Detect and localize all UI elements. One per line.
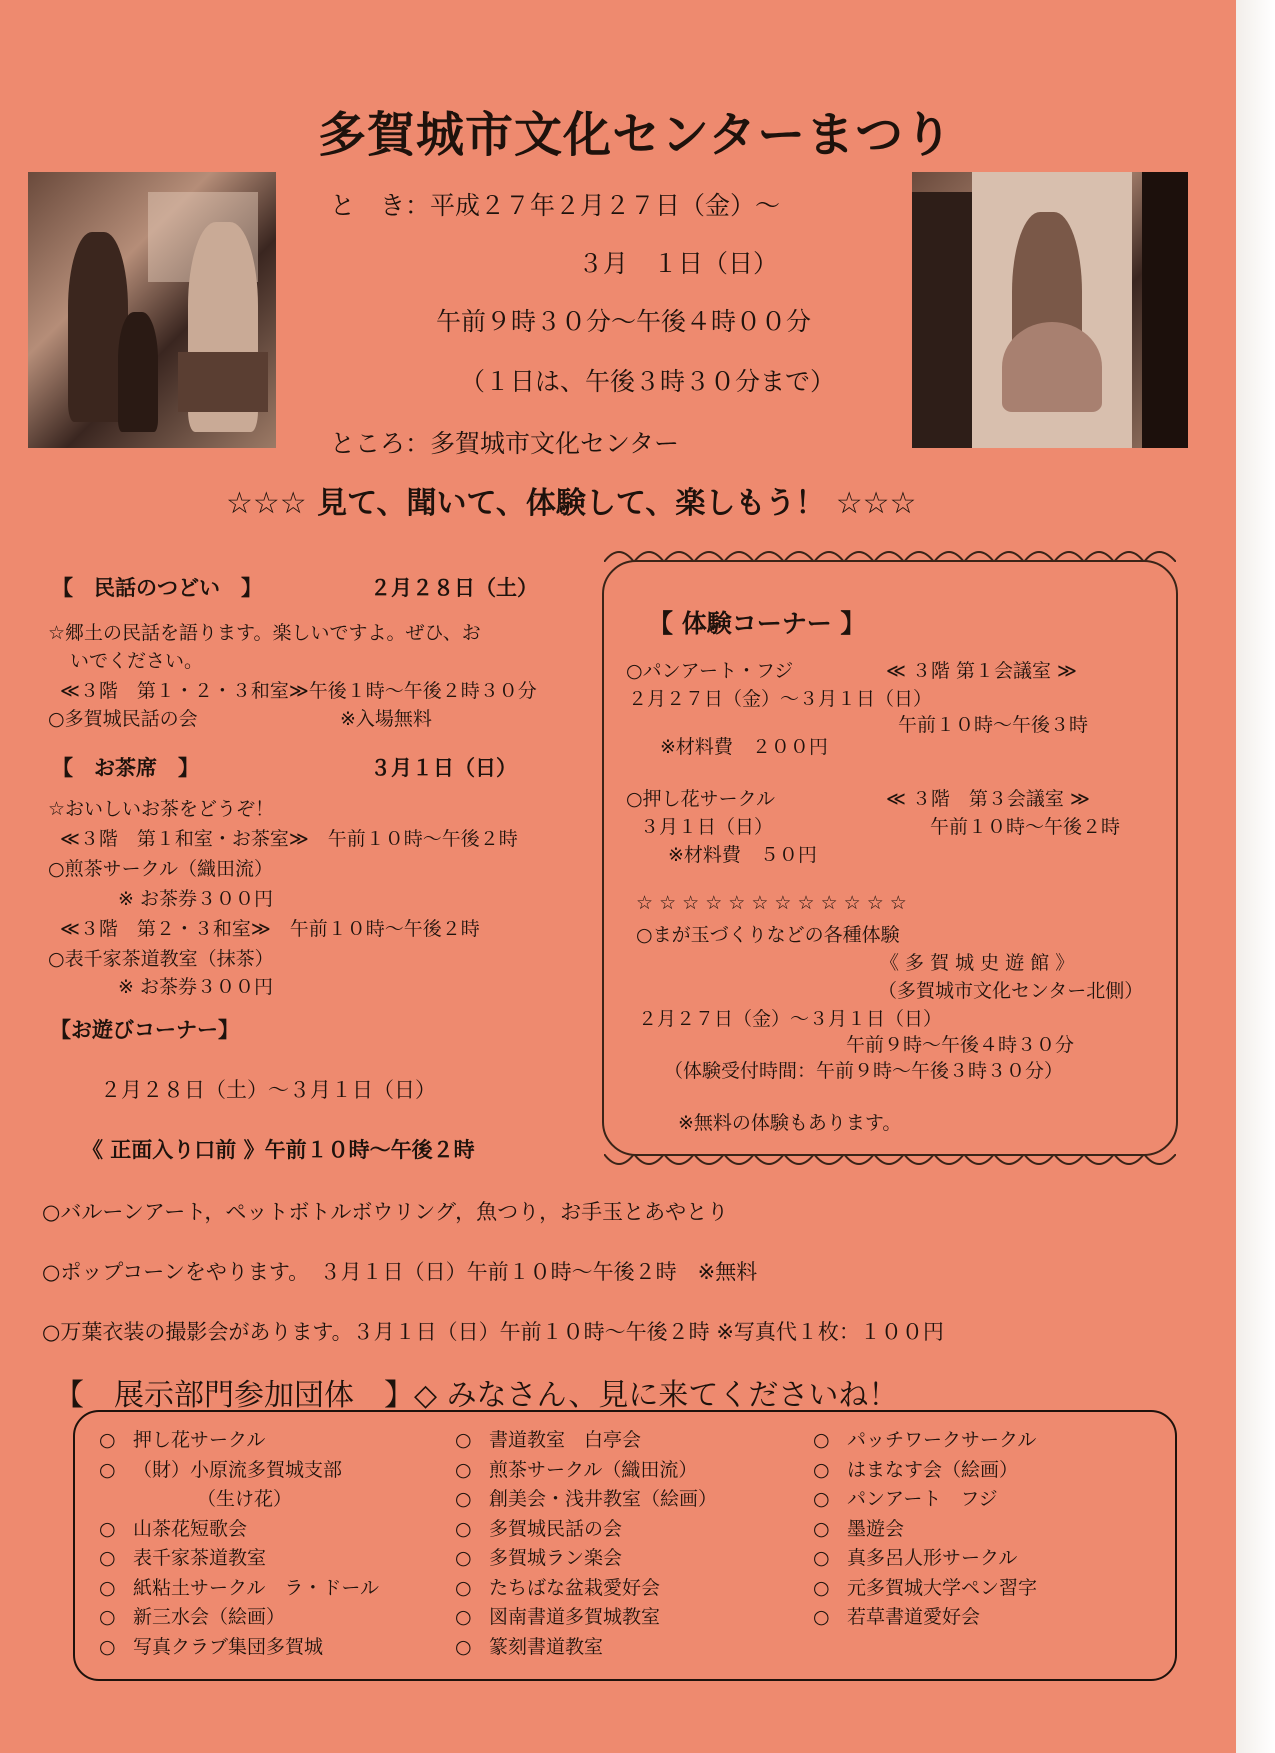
photo-right [912, 172, 1188, 448]
taiken-place-1: ≪ ３階 第１会議室 ≫ [886, 660, 1077, 682]
minwa-fee: ※入場無料 [340, 708, 432, 730]
list-item: ○ 図南書道多賀城教室 [455, 1606, 661, 1628]
taiken-note: ※無料の体験もあります。 [678, 1112, 902, 1134]
taiken-date-3: ２月２７日（金）～３月１日（日） [638, 1008, 943, 1030]
wave-bottom-decoration [604, 1154, 1176, 1168]
list-item: ○ （財）小原流多賀城支部 [99, 1458, 343, 1481]
time-line: 午前９時３０分～午後４時００分 [436, 307, 812, 336]
ochaseki-ticket-2: ※ お茶券３００円 [118, 976, 273, 998]
exhibit-col-3 [813, 1426, 1037, 1633]
time-note: （１日は、午後３時３０分まで） [460, 367, 836, 396]
ochaseki-org-1: ○煎茶サークル（織田流） [48, 858, 274, 880]
list-item-continuation: （生け花） [197, 1488, 293, 1510]
list-item: ○ パンアート フジ [813, 1488, 998, 1510]
taiken-org-1: ○パンアート・フジ [626, 660, 794, 682]
taiken-fee-1: ※材料費 ２００円 [660, 736, 828, 758]
list-item: ○ 墨遊会 [813, 1517, 905, 1540]
list-item: ○ 真多呂人形サークル [813, 1547, 1018, 1569]
list-item: ○ 多賀城ラン楽会 [455, 1547, 623, 1569]
date-line-2: ３月 １日（日） [578, 249, 779, 278]
place-line: ところ：多賀城市文化センター [330, 429, 680, 458]
ochaseki-place-2: ≪３階 第２・３和室≫ 午前１０時～午後２時 [60, 918, 480, 940]
taiken-time-1: 午前１０時～午後３時 [898, 714, 1089, 736]
minwa-date: ２月２８日（土） [370, 576, 538, 600]
minwa-text-2: いでください。 [70, 650, 204, 672]
minwa-text-1: ☆郷土の民話を語ります。楽しいですよ。ぜひ、お [48, 622, 481, 644]
taiken-fee-2: ※材料費 ５０円 [668, 844, 817, 866]
minwa-org: ○多賀城民話の会 [48, 708, 198, 730]
list-item: ○ 若草書道愛好会 [813, 1606, 981, 1628]
slogan: ☆☆☆ 見て、聞いて、体験して、楽しもう！ ☆☆☆ [226, 486, 917, 521]
ochaseki-text: ☆おいしいお茶をどうぞ！ [48, 798, 275, 820]
asobi-date: ２月２８日（土）～３月１日（日） [100, 1078, 436, 1102]
exhibit-col-2 [455, 1426, 717, 1662]
ochaseki-date: ３月１日（日） [370, 756, 517, 780]
ochaseki-org-2: ○表千家茶道教室（抹茶） [48, 948, 274, 970]
minwa-place: ≪３階 第１・２・３和室≫午後１時～午後２時３０分 [60, 680, 537, 702]
list-item: ○ 元多賀城大学ペン習字 [813, 1576, 1038, 1599]
taiken-org-3: ○まが玉づくりなどの各種体験 [636, 924, 900, 946]
exhibit-col-1 [99, 1426, 379, 1662]
extras-line-2: ○ポップコーンをやります。 ３月１日（日）午前１０時～午後２時 ※無料 [42, 1260, 758, 1284]
list-item: ○ 紙粘土サークル ラ・ドール [99, 1576, 380, 1599]
exhibit-heading: 【 展示部門参加団体 】◇ みなさん、見に来てくださいね！ [54, 1378, 899, 1413]
taiken-date-1: ２月２７日（金）～３月１日（日） [628, 688, 933, 710]
list-item: ○ 多賀城民話の会 [455, 1517, 623, 1540]
taiken-date-2: ３月１日（日） [640, 816, 774, 838]
extras-line-3: ○万葉衣装の撮影会があります。３月１日（日）午前１０時～午後２時 ※写真代１枚：１００円 [42, 1320, 944, 1344]
photo-left [28, 172, 276, 448]
minwa-heading: 【 民話のつどい 】 [52, 576, 262, 600]
taiken-heading: 【 体験コーナー 】 [648, 609, 866, 638]
list-item: ○ 新三水会（絵画） [99, 1606, 286, 1628]
taiken-stars: ☆ ☆ ☆ ☆ ☆ ☆ ☆ ☆ ☆ ☆ ☆ ☆ [636, 892, 907, 914]
taiken-time-3: 午前９時～午後４時３０分 [846, 1034, 1075, 1056]
page-title: 多賀城市文化センターまつり [318, 107, 954, 163]
list-item: ○ はまなす会（絵画） [813, 1458, 1019, 1481]
ochaseki-place-1: ≪３階 第１和室・お茶室≫ 午前１０時～午後２時 [60, 828, 518, 850]
taiken-reception-3: （体験受付時間：午前９時～午後３時３０分） [664, 1060, 1064, 1082]
list-item: ○ 創美会・浅井教室（絵画） [455, 1488, 718, 1510]
ochaseki-heading: 【 お茶席 】 [52, 756, 199, 780]
taiken-time-2: 午前１０時～午後２時 [930, 816, 1121, 838]
list-item: ○ 写真クラブ集団多賀城 [99, 1635, 324, 1658]
date-line-1: と き：平成２７年２月２７日（金）～ [330, 191, 781, 220]
list-item: ○ たちばな盆栽愛好会 [455, 1576, 661, 1599]
list-item: ○ 煎茶サークル（織田流） [455, 1458, 698, 1481]
ochaseki-ticket-1: ※ お茶券３００円 [118, 888, 273, 910]
taiken-org-2: ○押し花サークル [626, 788, 776, 810]
extras-line-1: ○バルーンアート，ペットボトルボウリング，魚つり，お手玉とあやとり [42, 1200, 729, 1224]
list-item: ○ 篆刻書道教室 [455, 1635, 604, 1658]
list-item: ○ 押し花サークル [99, 1429, 266, 1451]
taiken-sub-3: （多賀城市文化センター北側） [878, 980, 1144, 1002]
taiken-place-3: 《 多 賀 城 史 遊 館 》 [880, 952, 1075, 974]
exhibit-list-box [73, 1410, 1177, 1681]
wave-top-decoration [604, 548, 1176, 562]
scan-edge [1236, 0, 1275, 1753]
list-item: ○ 表千家茶道教室 [99, 1547, 267, 1569]
taiken-place-2: ≪ ３階 第３会議室 ≫ [886, 788, 1090, 810]
list-item: ○ 書道教室 白亭会 [455, 1429, 642, 1451]
list-item: ○ パッチワークサークル [813, 1429, 1037, 1451]
list-item: ○ 山茶花短歌会 [99, 1517, 248, 1540]
asobi-heading: 【お遊びコーナー】 [50, 1018, 239, 1042]
asobi-place: 《 正面入り口前 》午前１０時～午後２時 [82, 1138, 475, 1162]
